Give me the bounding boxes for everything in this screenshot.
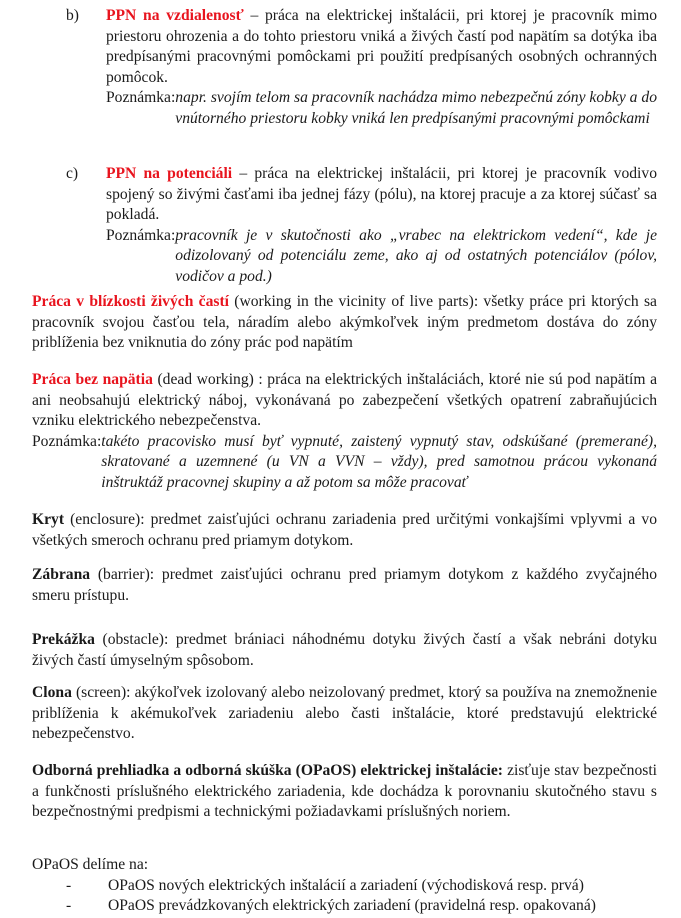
term-kryt: Kryt	[32, 511, 65, 528]
list-item	[32, 896, 596, 917]
definition-text: (enclosure): predmet zaisťujúci ochranu zariadenia pred určitými vonkajšími vplyvmi a vo všetkých smeroch ochranu pred priamym dotykom.	[32, 511, 657, 549]
definition-prekazka	[32, 630, 657, 671]
definition-ppn-potenciali	[106, 164, 657, 287]
note-text: takéto pracovisko musí byť vypnuté, zaistený vypnutý stav, odskúšané (premerané), skratované a uzemnené (u VN a VVN – vždy), pred samotnou prácou vykonaná inštruktáž pracovnej skupiny a až potom sa môže pracovať	[101, 432, 657, 491]
term-clona: Clona	[32, 684, 72, 701]
definition-text: – práca na elektrickej inštalácii, pri ktorej je pracovník mimo priestoru ohrozenia a do tohto priestoru vniká a živých častí pod napätím sa dotýka iba predpísanými pracovnými pomôckami pri použití predpísaných osobných ochranných pomôcok.	[106, 7, 658, 86]
note-text: pracovník je v skutočnosti ako „vrabec na elektrickom vedení“, kde je odizolovaný od potenciálu zeme, ako aj od ostatných potenciálov (pólov, vodičov a pod.)	[175, 226, 657, 285]
definition-vicinity	[32, 292, 657, 354]
dash-bullet: -	[66, 876, 72, 894]
list-item-text: OPaOS prevádzkovaných elektrických zariadení (pravidelná resp. opakovaná)	[108, 897, 596, 914]
definition-text: zisťuje stav bezpečnosti a funkčnosti príslušného elektrického zariadenia, kde dochádza k porovnaniu skutočného stavu s bezpečnostnými predpismi a technickými požiadavkami príslušných noriem.	[32, 762, 657, 820]
term-zabrana: Zábrana	[32, 566, 91, 583]
definition-text: (dead working) : práca na elektrických inštaláciách, ktoré nie sú pod napätím a ani neobsahujú elektrický náboj, vykonávaná po zabezpečení všetkých opatrení zabraňujúcich vzniku elektrického nebezpečenstva.	[32, 371, 657, 429]
definition-clona	[32, 683, 657, 745]
term-opaos: Odborná prehliadka a odborná skúška (OPaOS) elektrickej inštalácie:	[32, 762, 503, 779]
note	[106, 88, 657, 129]
list-item	[32, 876, 596, 897]
list-marker-b: b)	[66, 7, 79, 24]
definition-text: (working in the vicinity of live parts): všetky práce pri ktorých sa pracovník svojou časťou tela, náradím alebo akýmkoľvek iným predmetom dostáva do zóny priblíženia bez vniknutia do zóny prác pod napätím	[32, 293, 657, 351]
term-dead-working: Práca bez napätia	[32, 371, 153, 388]
definition-text: (barrier): predmet zaisťujúci ochranu pred priamym dotykom z každého zvyčajného smeru prístupu.	[32, 566, 657, 604]
term-ppn-vzdialenost: PPN na vzdialenosť	[106, 7, 244, 24]
definition-ppn-vzdialenost	[106, 6, 657, 129]
definition-text: (obstacle): predmet brániaci náhodnému dotyku živých častí a však nebráni dotyku živých častí úmyselným spôsobom.	[32, 631, 657, 669]
definition-text: – práca na elektrickej inštalácii, pri ktorej je pracovník vodivo spojený so živými časťami iba jednej fázy (pólu), na ktorej pracuje a za ktorej súčasť sa pokladá.	[106, 165, 657, 223]
note	[32, 432, 657, 494]
list-marker-c: c)	[66, 165, 79, 182]
definition-opaos	[32, 761, 657, 823]
definition-kryt	[32, 510, 657, 551]
definition-text: (screen): akýkoľvek izolovaný alebo neizolovaný predmet, ktorý sa používa na znemožnenie priblíženia k akémukoľvek zariadeniu alebo časti inštalácie, ktoré predstavujú elektrické nebezpečenstvo.	[32, 684, 657, 742]
note-label: Poznámka:	[106, 89, 176, 106]
note-text: napr. svojím telom sa pracovník nachádza mimo nebezpečnú zóny kobky a do vnútorného priestoru kobky vniká len predpísanými pracovnými pomôckami	[175, 89, 657, 127]
definition-zabrana	[32, 565, 657, 606]
dash-bullet: -	[66, 897, 72, 914]
note-label: Poznámka:	[32, 432, 102, 450]
note-label: Poznámka:	[106, 226, 176, 244]
opaos-list	[32, 855, 596, 917]
definition-dead-working	[32, 370, 657, 493]
term-prekazka: Prekážka	[32, 631, 95, 648]
note	[106, 226, 657, 288]
term-ppn-potenciali: PPN na potenciáli	[106, 165, 233, 182]
opaos-list-intro: OPaOS delíme na:	[32, 856, 149, 873]
list-item-text: OPaOS nových elektrických inštalácií a zariadení (východisková resp. prvá)	[108, 876, 584, 894]
term-vicinity: Práca v blízkosti živých častí	[32, 293, 229, 310]
